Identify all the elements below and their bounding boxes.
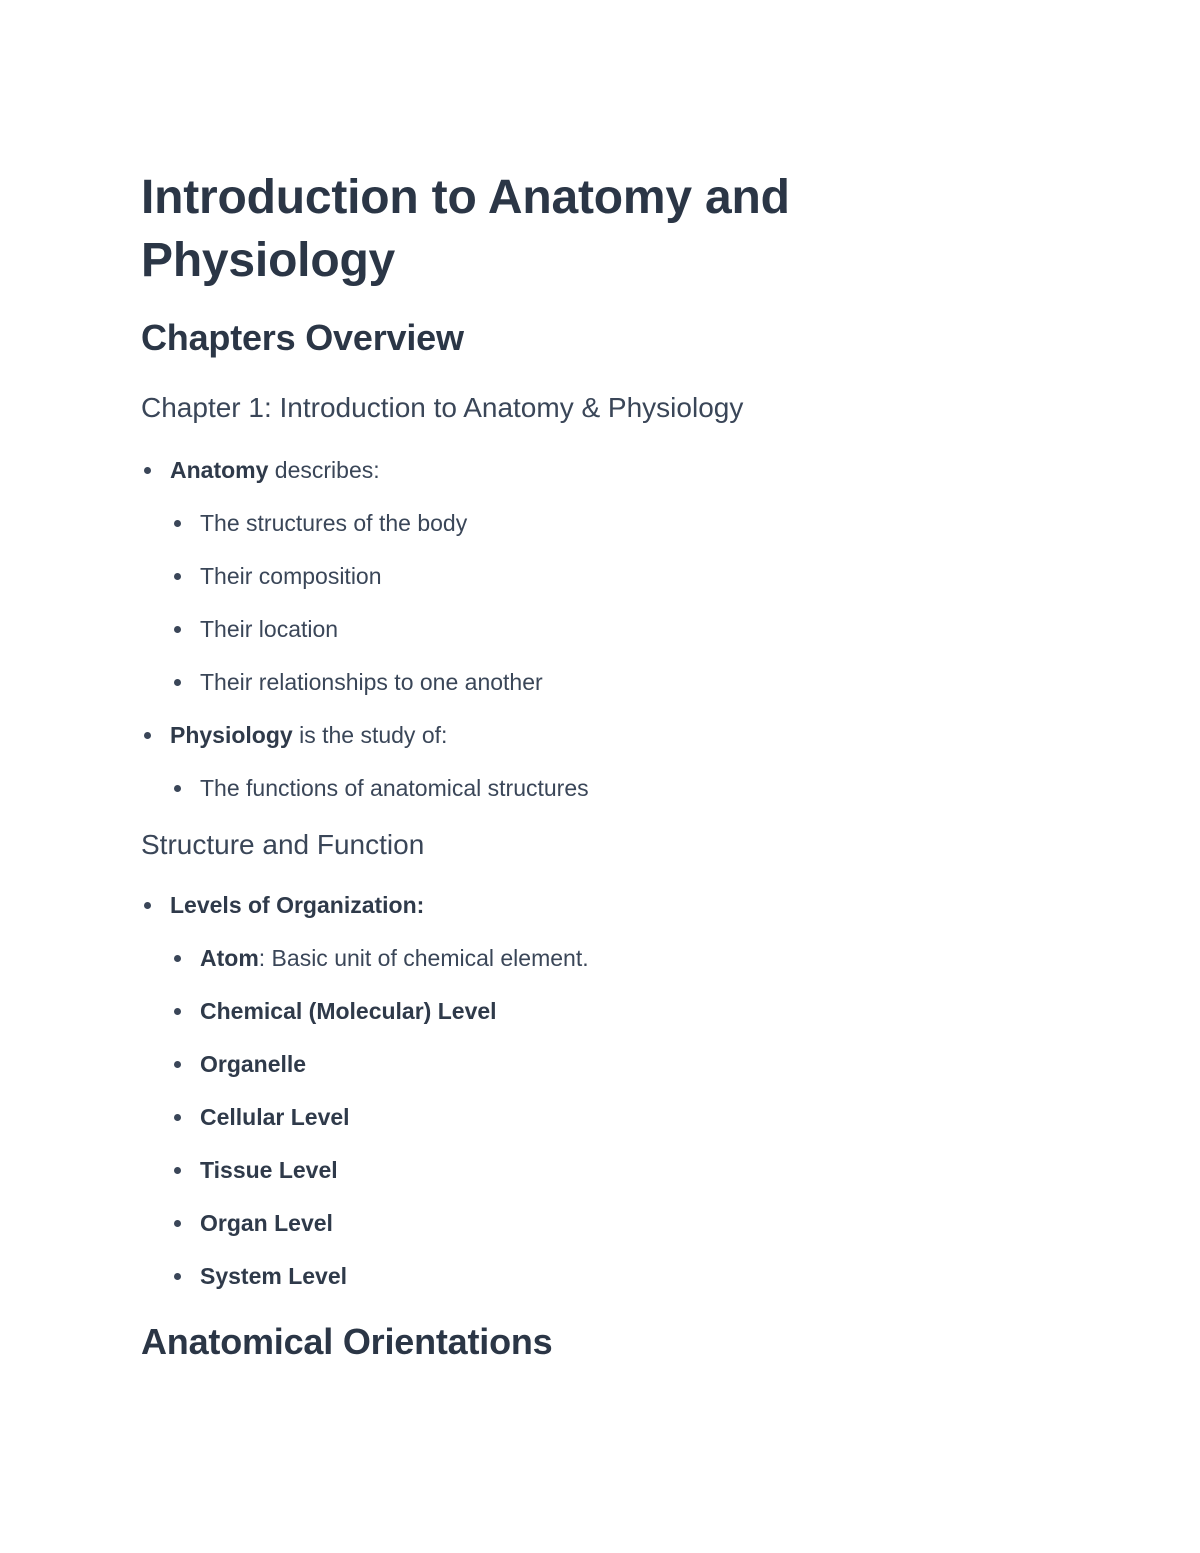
list-item-text: Organ Level — [200, 1210, 333, 1236]
term-atom: Atom — [200, 945, 259, 971]
bullet-icon — [174, 785, 181, 792]
bullet-icon — [174, 679, 181, 686]
levels-of-organization-label: Levels of Organization: — [170, 892, 425, 918]
anatomical-orientations-heading: Anatomical Orientations — [141, 1321, 553, 1362]
list-item-levels — [141, 890, 589, 943]
bullet-icon — [174, 1008, 181, 1015]
term-physiology: Physiology — [170, 722, 293, 748]
list-item-text: Their location — [200, 616, 339, 642]
list-item-text: The functions of anatomical structures — [200, 775, 589, 801]
list-item-physiology — [141, 720, 589, 773]
list-item-text: Their composition — [200, 563, 382, 589]
bullet-icon — [174, 1061, 181, 1068]
list-item — [141, 1102, 589, 1155]
bullet-icon — [174, 1114, 181, 1121]
bullet-icon — [174, 955, 181, 962]
document-title: Introduction to Anatomy and Physiology — [141, 171, 790, 287]
list-item — [141, 561, 589, 614]
bullet-icon — [144, 902, 151, 909]
list-item-text: The structures of the body — [200, 510, 468, 536]
list-item — [141, 1208, 589, 1261]
term-anatomy: Anatomy — [170, 457, 269, 483]
bullet-icon — [144, 732, 151, 739]
bullet-icon — [174, 1273, 181, 1280]
bullet-icon — [144, 467, 151, 474]
list-item — [141, 1155, 589, 1208]
list-item-text: Tissue Level — [200, 1157, 338, 1183]
list-item-text: Chemical (Molecular) Level — [200, 998, 497, 1024]
list-item — [141, 1049, 589, 1102]
list-item — [141, 508, 589, 561]
chapter-1-list — [141, 455, 589, 826]
bullet-icon — [174, 520, 181, 527]
anatomy-description: describes: — [268, 457, 380, 483]
bullet-icon — [174, 573, 181, 580]
list-item — [141, 1261, 589, 1314]
list-item — [141, 996, 589, 1049]
list-item — [141, 667, 589, 720]
list-item — [141, 614, 589, 667]
chapter-1-heading: Chapter 1: Introduction to Anatomy & Physiology — [141, 392, 744, 423]
list-item — [141, 773, 589, 826]
structure-function-list — [141, 890, 589, 1314]
list-item-text: Organelle — [200, 1051, 307, 1077]
structure-function-heading: Structure and Function — [141, 829, 425, 860]
list-item-text: System Level — [200, 1263, 348, 1289]
atom-description: : Basic unit of chemical element. — [258, 945, 589, 971]
bullet-icon — [174, 1220, 181, 1227]
list-item-text: Cellular Level — [200, 1104, 350, 1130]
bullet-icon — [174, 626, 181, 633]
list-item-text: Their relationships to one another — [200, 669, 543, 695]
physiology-description: is the study of: — [292, 722, 448, 748]
list-item-anatomy — [141, 455, 589, 508]
list-item-atom — [141, 943, 589, 996]
chapters-overview-heading: Chapters Overview — [141, 317, 464, 358]
bullet-icon — [174, 1167, 181, 1174]
